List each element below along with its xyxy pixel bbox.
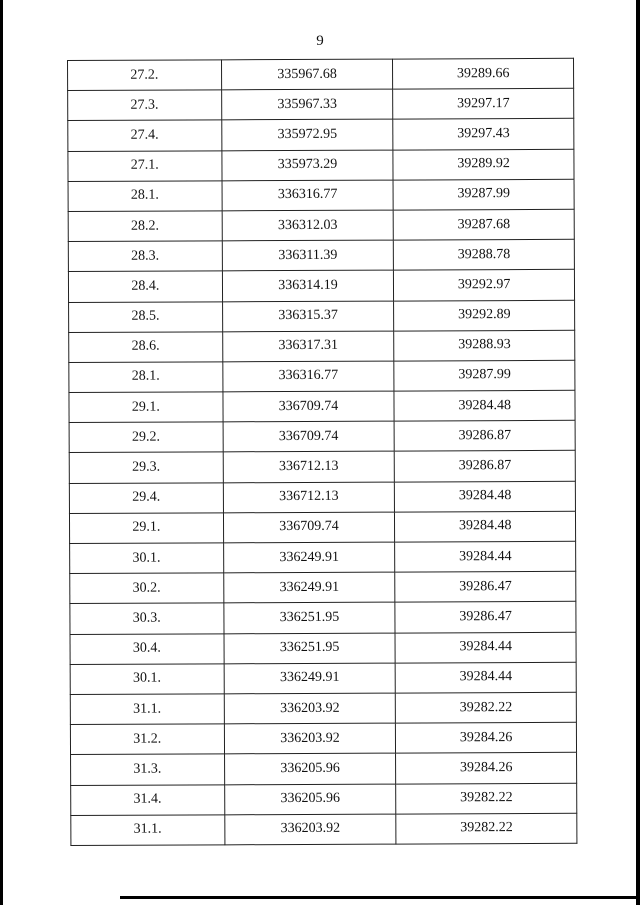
x-coordinate-cell: 336317.31 <box>222 331 394 362</box>
point-number-cell: 31.2. <box>70 724 224 755</box>
y-coordinate-cell: 39286.87 <box>394 421 575 452</box>
point-number-cell: 29.3. <box>69 452 223 483</box>
table-row <box>71 813 577 845</box>
y-coordinate-cell: 39287.99 <box>393 179 574 210</box>
y-coordinate-cell: 39284.44 <box>395 541 576 572</box>
x-coordinate-cell: 336203.92 <box>224 723 396 754</box>
y-coordinate-cell: 39297.17 <box>393 88 574 119</box>
y-coordinate-cell: 39297.43 <box>393 119 574 150</box>
x-coordinate-cell: 336712.13 <box>223 482 395 513</box>
table-row <box>69 390 575 422</box>
y-coordinate-cell: 39284.26 <box>396 753 577 784</box>
point-number-cell: 31.1. <box>70 694 224 725</box>
table-row <box>71 783 577 815</box>
point-number-cell: 28.4. <box>68 271 222 302</box>
y-coordinate-cell: 39287.99 <box>394 360 575 391</box>
x-coordinate-cell: 336315.37 <box>222 301 394 332</box>
table-row <box>68 119 574 151</box>
point-number-cell: 31.3. <box>71 754 225 785</box>
y-coordinate-cell: 39286.87 <box>395 451 576 482</box>
y-coordinate-cell: 39288.93 <box>394 330 575 361</box>
table-row <box>70 692 576 724</box>
x-coordinate-cell: 336249.91 <box>224 663 396 694</box>
point-number-cell: 27.1. <box>68 150 222 181</box>
x-coordinate-cell: 336316.77 <box>222 180 394 211</box>
table-row <box>68 149 574 181</box>
x-coordinate-cell: 336251.95 <box>224 633 396 664</box>
point-number-cell: 28.1. <box>69 362 223 393</box>
x-coordinate-cell: 336709.74 <box>223 391 395 422</box>
y-coordinate-cell: 39288.78 <box>394 239 575 270</box>
y-coordinate-cell: 39282.22 <box>396 783 577 814</box>
x-coordinate-cell: 336712.13 <box>223 452 395 483</box>
table-row <box>69 330 575 362</box>
point-number-cell: 28.6. <box>69 332 223 363</box>
table-row <box>68 209 574 241</box>
table-row <box>71 753 577 785</box>
y-coordinate-cell: 39284.48 <box>394 390 575 421</box>
y-coordinate-cell: 39289.66 <box>393 58 574 89</box>
coordinates-table <box>67 58 577 846</box>
x-coordinate-cell: 336316.77 <box>222 361 394 392</box>
y-coordinate-cell: 39282.22 <box>396 692 577 723</box>
point-number-cell: 29.2. <box>69 422 223 453</box>
y-coordinate-cell: 39286.47 <box>395 602 576 633</box>
point-number-cell: 31.4. <box>71 784 225 815</box>
y-coordinate-cell: 39286.47 <box>395 571 576 602</box>
y-coordinate-cell: 39284.44 <box>395 632 576 663</box>
y-coordinate-cell: 39292.89 <box>394 300 575 331</box>
x-coordinate-cell: 336314.19 <box>222 270 394 301</box>
table-body <box>68 58 577 845</box>
table-row <box>68 58 574 90</box>
point-number-cell: 30.1. <box>70 664 224 695</box>
y-coordinate-cell: 39284.26 <box>396 722 577 753</box>
point-number-cell: 27.4. <box>68 120 222 151</box>
y-coordinate-cell: 39292.97 <box>394 270 575 301</box>
table-row <box>68 270 574 302</box>
point-number-cell: 27.3. <box>68 90 222 121</box>
table-row <box>70 571 576 603</box>
point-number-cell: 30.3. <box>70 603 224 634</box>
x-coordinate-cell: 336249.91 <box>223 572 395 603</box>
point-number-cell: 30.4. <box>70 633 224 664</box>
x-coordinate-cell: 335967.68 <box>221 59 393 90</box>
table-row <box>70 541 576 573</box>
point-number-cell: 28.1. <box>68 181 222 212</box>
x-coordinate-cell: 336205.96 <box>224 784 396 815</box>
point-number-cell: 29.1. <box>69 513 223 544</box>
point-number-cell: 28.2. <box>68 211 222 242</box>
x-coordinate-cell: 336203.92 <box>224 814 396 845</box>
x-coordinate-cell: 335973.29 <box>222 150 394 181</box>
y-coordinate-cell: 39282.22 <box>396 813 577 844</box>
table-row <box>68 239 574 271</box>
table-row <box>69 360 575 392</box>
x-coordinate-cell: 336709.74 <box>223 421 395 452</box>
point-number-cell: 29.1. <box>69 392 223 423</box>
point-number-cell: 27.2. <box>68 60 222 91</box>
table-row <box>68 88 574 120</box>
y-coordinate-cell: 39287.68 <box>394 209 575 240</box>
y-coordinate-cell: 39284.48 <box>395 481 576 512</box>
table-row <box>70 632 576 664</box>
point-number-cell: 28.5. <box>69 301 223 332</box>
x-coordinate-cell: 336203.92 <box>224 693 396 724</box>
x-coordinate-cell: 336249.91 <box>223 542 395 573</box>
table-row <box>70 602 576 634</box>
x-coordinate-cell: 336251.95 <box>223 602 395 633</box>
x-coordinate-cell: 335967.33 <box>221 89 393 120</box>
table-row <box>68 179 574 211</box>
table-row <box>70 662 576 694</box>
table-row <box>69 511 575 543</box>
x-coordinate-cell: 336205.96 <box>224 753 396 784</box>
table-row <box>70 722 576 754</box>
point-number-cell: 30.1. <box>70 543 224 574</box>
x-coordinate-cell: 336312.03 <box>222 210 394 241</box>
y-coordinate-cell: 39284.44 <box>396 662 577 693</box>
point-number-cell: 31.1. <box>71 815 225 846</box>
point-number-cell: 29.4. <box>69 482 223 513</box>
point-number-cell: 28.3. <box>68 241 222 272</box>
y-coordinate-cell: 39289.92 <box>393 149 574 180</box>
table-row <box>69 481 575 513</box>
point-number-cell: 30.2. <box>70 573 224 604</box>
bottom-edge-line <box>120 896 640 899</box>
table-row <box>69 421 575 453</box>
page-number: 9 <box>316 33 324 49</box>
x-coordinate-cell: 336709.74 <box>223 512 395 543</box>
table-row <box>69 451 575 483</box>
x-coordinate-cell: 336311.39 <box>222 240 394 271</box>
table-row <box>69 300 575 332</box>
y-coordinate-cell: 39284.48 <box>395 511 576 542</box>
x-coordinate-cell: 335972.95 <box>221 119 393 150</box>
